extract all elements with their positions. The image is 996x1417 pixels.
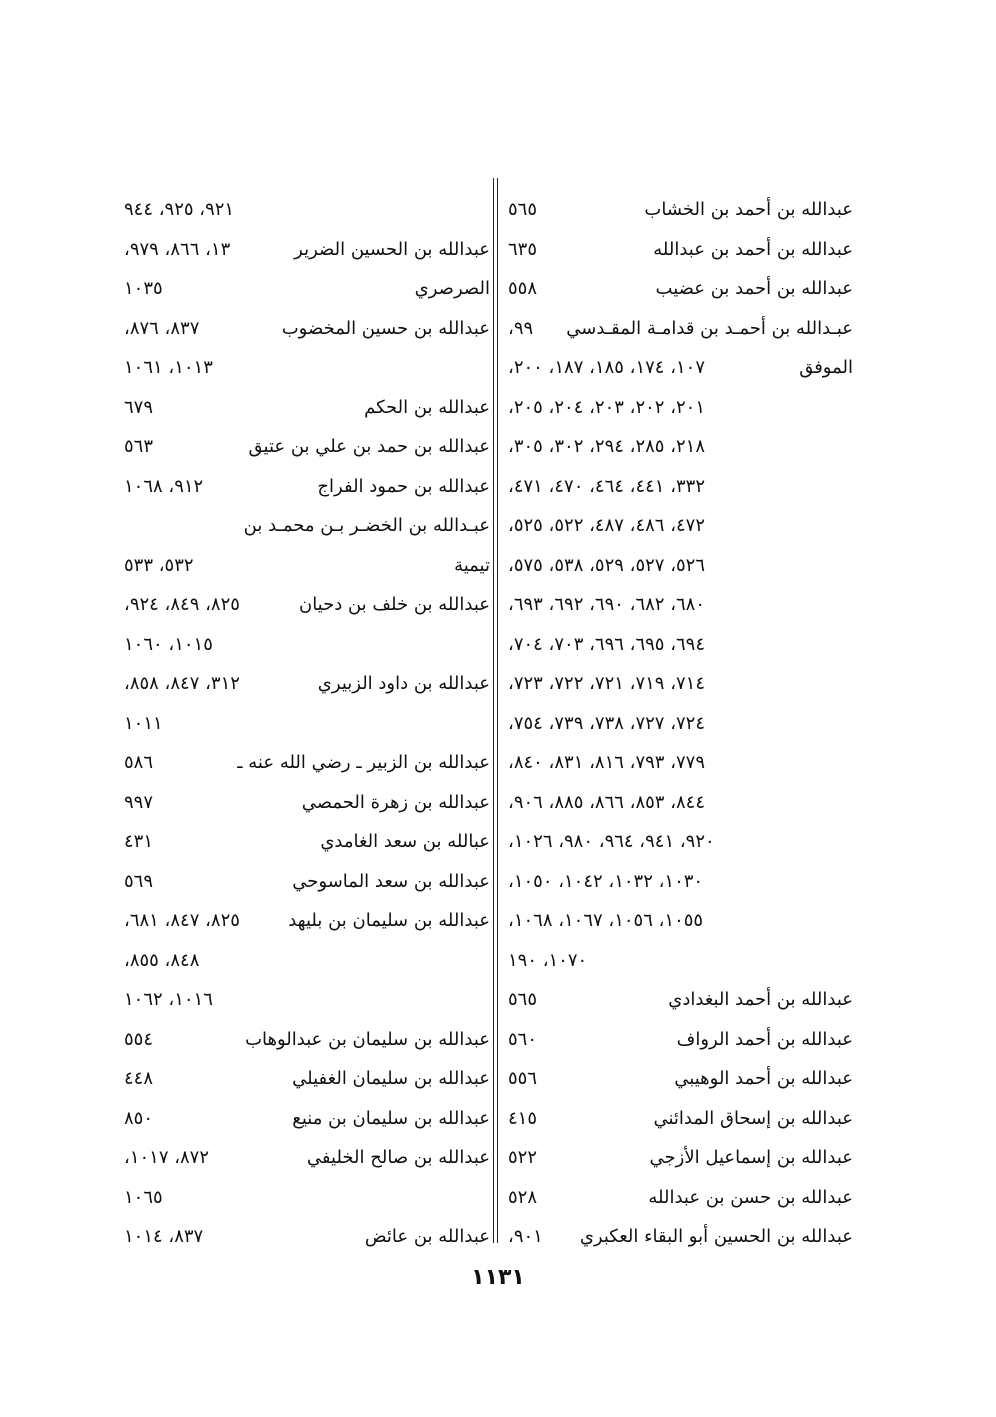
- entry-name: عبدالله بن أحمد البغدادي: [668, 989, 853, 1010]
- entry-name: عبدالله بن صالح الخليفي: [306, 1147, 490, 1168]
- entry-pages: ٧٢٤، ٧٢٧، ٧٣٨، ٧٣٩، ٧٥٤،: [508, 712, 706, 734]
- entry-name: عبدالله بن زهرة الحمصي: [301, 791, 490, 813]
- entry-name: عبدالله بن أحمد الوهيبي: [674, 1068, 853, 1089]
- entry-pages: ٩١٢، ١٠٦٨: [124, 475, 204, 497]
- entry-pages: ١٠٧، ١٧٤، ١٨٥، ١٨٧، ٢٠٠،: [508, 357, 706, 378]
- index-entry: [124, 1138, 490, 1178]
- entry-name: عبدالله بن أحمد الرواف: [676, 1028, 853, 1050]
- entry-pages: ٥٢٢: [508, 1147, 538, 1168]
- entry-pages: ١٠٣٠، ١٠٣٢، ١٠٤٢، ١٠٥٠،: [508, 870, 704, 892]
- index-entry: [508, 980, 853, 1020]
- entry-name: عبدالله بن أحمد بن الخشاب: [644, 199, 853, 220]
- entry-pages: ٥٦٣: [124, 436, 154, 457]
- entry-name: عبدالله بن سليمان الغفيلي: [292, 1068, 490, 1089]
- entry-name: عبدالله بن حمود الفراج: [317, 475, 490, 497]
- index-entry: [124, 980, 490, 1020]
- index-entry: [508, 1138, 853, 1178]
- entry-pages: ٦٩٤، ٦٩٥، ٦٩٦، ٧٠٣، ٧٠٤،: [508, 633, 706, 655]
- entry-pages: ٩٢٠، ٩٤١، ٩٦٤، ٩٨٠، ١٠٢٦،: [508, 831, 715, 852]
- entry-pages: ٥٥٦: [508, 1068, 538, 1089]
- index-entry: [124, 190, 490, 230]
- entry-pages: ٩٠١،: [508, 1226, 543, 1247]
- index-entry: [124, 309, 490, 349]
- entry-name: الصرصري: [414, 278, 490, 299]
- entry-name: عبالله بن سعد الغامدي: [320, 831, 490, 852]
- index-entry: [508, 901, 853, 941]
- entry-pages: ٨٤٨، ٨٥٥،: [124, 949, 200, 971]
- left-column: [124, 190, 490, 1257]
- entry-pages: ١٣، ٨٦٦، ٩٧٩،: [124, 238, 231, 260]
- entry-pages: ٦٨٠، ٦٨٢، ٦٩٠، ٦٩٢، ٦٩٣،: [508, 594, 706, 615]
- index-entry: [124, 269, 490, 309]
- entry-pages: ٨٥٠: [124, 1107, 154, 1129]
- index-entry: [508, 783, 853, 823]
- entry-name: عبدالله بن إسحاق المدائني: [653, 1107, 853, 1129]
- entry-pages: ٢١٨، ٢٨٥، ٢٩٤، ٣٠٢، ٣٠٥،: [508, 436, 706, 457]
- entry-pages: ٥٢٨: [508, 1186, 538, 1208]
- entry-pages: ٥٦٩: [124, 870, 154, 892]
- entry-pages: ٩٩،: [508, 317, 534, 339]
- index-entry: [508, 822, 853, 862]
- entry-pages: ١٠١٣، ١٠٦١: [124, 357, 213, 378]
- entry-pages: ٢٠١، ٢٠٢، ٢٠٣، ٢٠٤، ٢٠٥،: [508, 396, 706, 418]
- entry-name: عبدالله بن الحسين أبو البقاء العكبري: [579, 1226, 853, 1247]
- right-column: [508, 190, 853, 1257]
- entry-pages: ٥٢٦، ٥٢٧، ٥٢٩، ٥٣٨، ٥٧٥،: [508, 554, 706, 576]
- index-entry: [508, 1099, 853, 1139]
- entry-pages: ٥٦٥: [508, 989, 538, 1010]
- entry-pages: ٦٣٥: [508, 238, 538, 260]
- index-entry: [124, 1217, 490, 1257]
- entry-pages: ٨٧٢، ١٠١٧،: [124, 1147, 210, 1168]
- index-entry: [124, 427, 490, 467]
- entry-name: عبدالله بن سليمان بن عبدالوهاب: [245, 1028, 490, 1050]
- entry-pages: ٩٩٧: [124, 791, 154, 813]
- index-entry: [124, 822, 490, 862]
- index-entry: [124, 506, 490, 546]
- index-entry: [508, 467, 853, 507]
- entry-pages: ٨٣٧، ١٠١٤: [124, 1226, 204, 1247]
- index-entry: [124, 348, 490, 388]
- entry-name: عبـدالله بن الخضـر بـن محمـد بن: [243, 515, 490, 536]
- entry-name: عبدالله بن سليمان بن بليهد: [288, 910, 490, 931]
- entry-name: تيمية: [454, 554, 490, 576]
- entry-pages: ٨٢٥، ٨٤٩، ٩٢٤،: [124, 594, 240, 615]
- index-entry: [124, 941, 490, 981]
- entry-pages: ٨٢٥، ٨٤٧، ٦٨١،: [124, 910, 240, 931]
- entry-pages: ٤٣١: [124, 831, 154, 852]
- entry-name: عبدالله بن الزبير ـ رضي الله عنه ـ: [237, 752, 490, 773]
- index-entry: [124, 467, 490, 507]
- index-entry: [124, 1178, 490, 1218]
- index-entry: [508, 941, 853, 981]
- index-entry: [508, 625, 853, 665]
- index-entry: [124, 664, 490, 704]
- index-entry: [508, 348, 853, 388]
- entry-pages: ٨٣٧، ٨٧٦،: [124, 317, 200, 339]
- index-entry: [508, 1217, 853, 1257]
- index-entry: [508, 190, 853, 230]
- index-entry: [508, 862, 853, 902]
- entry-pages: ٤١٥: [508, 1107, 538, 1129]
- entry-pages: ٣٣٢، ٤٤١، ٤٦٤، ٤٧٠، ٤٧١،: [508, 475, 706, 497]
- entry-name: عبدالله بن حمد بن علي بن عتيق: [248, 436, 490, 457]
- entry-name: عبدالله بن داود الزبيري: [317, 673, 490, 694]
- index-entry: [508, 1020, 853, 1060]
- index-entry: [508, 664, 853, 704]
- entry-pages: ٣١٢، ٨٤٧، ٨٥٨،: [124, 673, 240, 694]
- entry-pages: ٥٥٨: [508, 278, 538, 299]
- entry-name: عبدالله بن سعد الماسوحي: [292, 870, 490, 892]
- index-entry: [124, 1020, 490, 1060]
- entry-name: عبدالله بن أحمد بن عبدالله: [653, 238, 853, 260]
- column-divider: [493, 178, 498, 1243]
- entry-pages: ٧٧٩، ٧٩٣، ٨١٦، ٨٣١، ٨٤٠،: [508, 752, 706, 773]
- entry-pages: ٥٦٠: [508, 1028, 538, 1050]
- index-entry: [124, 546, 490, 586]
- index-entry: [124, 901, 490, 941]
- entry-name: عبدالله بن أحمد بن عضيب: [655, 278, 853, 299]
- entry-pages: ٦٧٩: [124, 396, 154, 418]
- entry-name: عبـدالله بن أحمـد بن قدامـة المقـدسي: [566, 317, 853, 339]
- entry-name: الموفق: [799, 357, 853, 378]
- page-number: ١١٣١: [471, 1265, 525, 1290]
- entry-pages: ٥٨٦: [124, 752, 154, 773]
- entry-name: عبدالله بن الحكم: [364, 396, 490, 418]
- entry-pages: ٥٦٥: [508, 199, 538, 220]
- index-entry: [508, 230, 853, 270]
- entry-name: عبدالله بن سليمان بن منيع: [292, 1107, 490, 1129]
- entry-pages: ١٠١١: [124, 712, 163, 734]
- index-entry: [508, 546, 853, 586]
- entry-name: عبدالله بن حسن بن عبدالله: [648, 1186, 853, 1208]
- index-entry: [508, 1059, 853, 1099]
- entry-pages: ١٠١٥، ١٠٦٠: [124, 633, 213, 655]
- entry-pages: ٤٤٨: [124, 1068, 154, 1089]
- index-entry: [508, 585, 853, 625]
- entry-name: عبدالله بن الحسين الضرير: [294, 238, 490, 260]
- index-entry: [124, 783, 490, 823]
- index-entry: [124, 585, 490, 625]
- index-entry: [124, 625, 490, 665]
- index-entry: [124, 1059, 490, 1099]
- entry-pages: ١٠٥٥، ١٠٥٦، ١٠٦٧، ١٠٦٨،: [508, 910, 704, 931]
- index-entry: [508, 506, 853, 546]
- index-entry: [124, 862, 490, 902]
- entry-pages: ١٠٣٥: [124, 278, 163, 299]
- index-entry: [124, 743, 490, 783]
- entry-pages: ١٠٧٠، ١٩٠: [508, 949, 588, 971]
- index-entry: [124, 1099, 490, 1139]
- entry-pages: ٩٢١، ٩٢٥، ٩٤٤: [124, 199, 235, 220]
- entry-name: عبدالله بن حسين المخضوب: [281, 317, 490, 339]
- index-entry: [508, 309, 853, 349]
- index-entry: [124, 230, 490, 270]
- index-entry: [124, 704, 490, 744]
- entry-pages: ١٠١٦، ١٠٦٢: [124, 989, 213, 1010]
- index-entry: [508, 388, 853, 428]
- entry-name: عبدالله بن خلف بن دحيان: [298, 594, 490, 615]
- entry-pages: ٤٧٢، ٤٨٦، ٤٨٧، ٥٢٢، ٥٢٥،: [508, 515, 706, 536]
- index-entry: [508, 427, 853, 467]
- entry-pages: ١٠٦٥: [124, 1186, 163, 1208]
- entry-pages: ٥٣٢، ٥٣٣: [124, 554, 194, 576]
- entry-name: عبدالله بن عائض: [364, 1226, 490, 1247]
- entry-name: عبدالله بن إسماعيل الأزجي: [649, 1147, 853, 1168]
- index-entry: [508, 704, 853, 744]
- entry-pages: ٧١٤، ٧١٩، ٧٢١، ٧٢٢، ٧٢٣،: [508, 673, 706, 694]
- index-entry: [508, 1178, 853, 1218]
- entry-pages: ٥٥٤: [124, 1028, 154, 1050]
- index-entry: [124, 388, 490, 428]
- index-entry: [508, 743, 853, 783]
- index-entry: [508, 269, 853, 309]
- entry-pages: ٨٤٤، ٨٥٣، ٨٦٦، ٨٨٥، ٩٠٦،: [508, 791, 706, 813]
